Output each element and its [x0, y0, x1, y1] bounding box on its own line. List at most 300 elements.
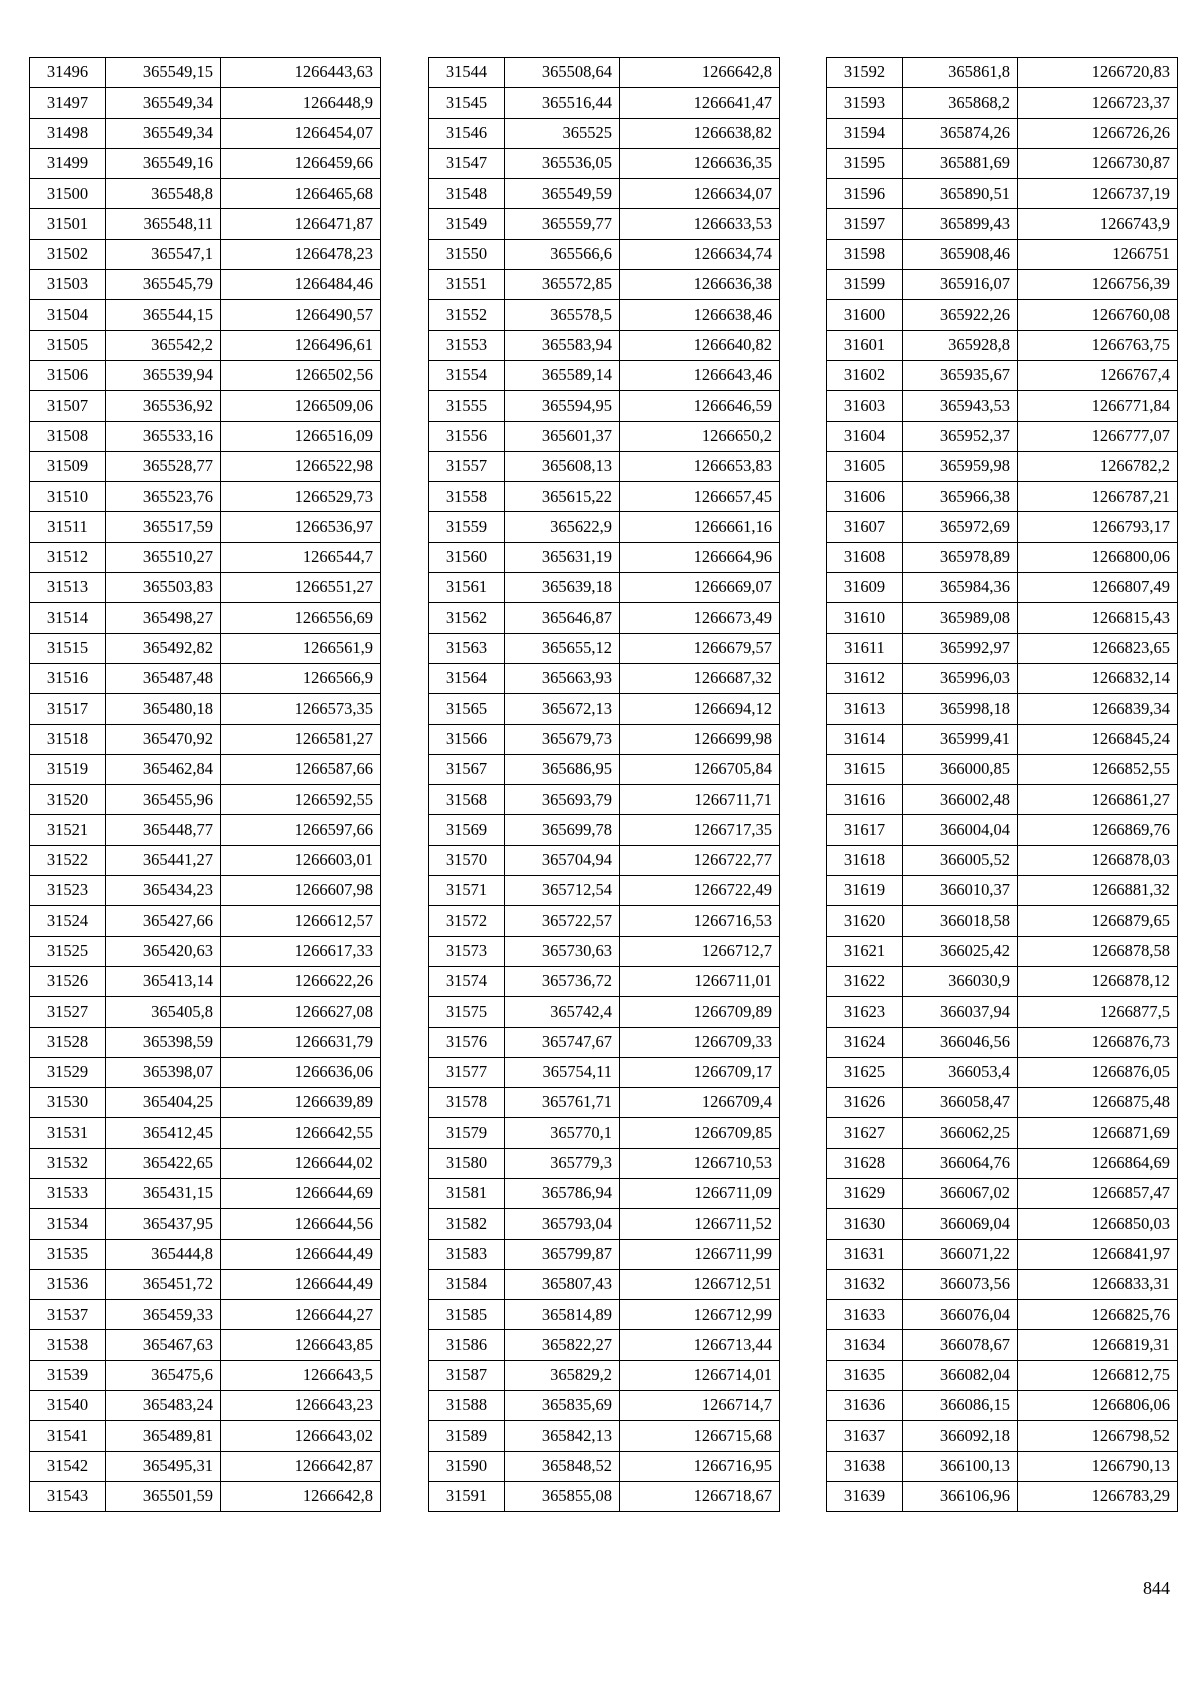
- table-row: [30, 360, 381, 390]
- y-coordinate-cell: 1266551,27: [221, 573, 381, 603]
- y-coordinate-cell: 1266833,31: [1018, 1269, 1178, 1299]
- point-number-cell: 31596: [827, 179, 903, 209]
- x-coordinate-cell: 365747,67: [505, 1027, 620, 1057]
- table-row: [30, 1421, 381, 1451]
- x-coordinate-cell: 365549,59: [505, 179, 620, 209]
- point-number-cell: 31583: [429, 1239, 505, 1269]
- y-coordinate-cell: 1266633,53: [620, 209, 780, 239]
- table-row: [827, 330, 1178, 360]
- y-coordinate-cell: 1266876,05: [1018, 1057, 1178, 1087]
- point-number-cell: 31558: [429, 482, 505, 512]
- y-coordinate-cell: 1266718,67: [620, 1481, 780, 1511]
- x-coordinate-cell: 365874,26: [903, 118, 1018, 148]
- table-row: [429, 1451, 780, 1481]
- x-coordinate-cell: 365483,24: [106, 1391, 221, 1421]
- y-coordinate-cell: 1266669,07: [620, 573, 780, 603]
- x-coordinate-cell: 365542,2: [106, 330, 221, 360]
- point-number-cell: 31636: [827, 1391, 903, 1421]
- x-coordinate-cell: 365868,2: [903, 88, 1018, 118]
- point-number-cell: 31499: [30, 148, 106, 178]
- table-row: [827, 1027, 1178, 1057]
- point-number-cell: 31625: [827, 1057, 903, 1087]
- point-number-cell: 31530: [30, 1088, 106, 1118]
- x-coordinate-cell: 365420,63: [106, 936, 221, 966]
- table-row: [30, 239, 381, 269]
- x-coordinate-cell: 365736,72: [505, 966, 620, 996]
- point-number-cell: 31517: [30, 694, 106, 724]
- point-number-cell: 31501: [30, 209, 106, 239]
- point-number-cell: 31516: [30, 663, 106, 693]
- point-number-cell: 31561: [429, 573, 505, 603]
- x-coordinate-cell: 365814,89: [505, 1300, 620, 1330]
- x-coordinate-cell: 365444,8: [106, 1239, 221, 1269]
- x-coordinate-cell: 365848,52: [505, 1451, 620, 1481]
- point-number-cell: 31588: [429, 1391, 505, 1421]
- table-row: [827, 88, 1178, 118]
- table-row: [30, 1239, 381, 1269]
- y-coordinate-cell: 1266617,33: [221, 936, 381, 966]
- x-coordinate-cell: 365547,1: [106, 239, 221, 269]
- point-number-cell: 31523: [30, 876, 106, 906]
- point-number-cell: 31616: [827, 785, 903, 815]
- point-number-cell: 31600: [827, 300, 903, 330]
- point-number-cell: 31567: [429, 754, 505, 784]
- y-coordinate-cell: 1266771,84: [1018, 391, 1178, 421]
- table-row: [429, 1360, 780, 1390]
- y-coordinate-cell: 1266641,47: [620, 88, 780, 118]
- point-number-cell: 31509: [30, 451, 106, 481]
- x-coordinate-cell: 365398,07: [106, 1057, 221, 1087]
- point-number-cell: 31632: [827, 1269, 903, 1299]
- y-coordinate-cell: 1266709,89: [620, 997, 780, 1027]
- x-coordinate-cell: 365855,08: [505, 1481, 620, 1511]
- y-coordinate-cell: 1266490,57: [221, 300, 381, 330]
- table-row: [429, 1239, 780, 1269]
- x-coordinate-cell: 366058,47: [903, 1088, 1018, 1118]
- x-coordinate-cell: 365693,79: [505, 785, 620, 815]
- table-row: [827, 179, 1178, 209]
- table-row: [30, 179, 381, 209]
- table-row: [30, 1300, 381, 1330]
- table-row: [30, 724, 381, 754]
- y-coordinate-cell: 1266714,01: [620, 1360, 780, 1390]
- point-number-cell: 31520: [30, 785, 106, 815]
- y-coordinate-cell: 1266687,32: [620, 663, 780, 693]
- point-number-cell: 31507: [30, 391, 106, 421]
- table-row: [429, 1057, 780, 1087]
- x-coordinate-cell: 365492,82: [106, 633, 221, 663]
- x-coordinate-cell: 365761,71: [505, 1088, 620, 1118]
- x-coordinate-cell: 366082,04: [903, 1360, 1018, 1390]
- y-coordinate-cell: 1266642,8: [221, 1481, 381, 1511]
- y-coordinate-cell: 1266592,55: [221, 785, 381, 815]
- x-coordinate-cell: 365549,16: [106, 148, 221, 178]
- x-coordinate-cell: 365431,15: [106, 1178, 221, 1208]
- table-row: [429, 845, 780, 875]
- x-coordinate-cell: 365525: [505, 118, 620, 148]
- table-row: [429, 1421, 780, 1451]
- table-row: [827, 694, 1178, 724]
- y-coordinate-cell: 1266459,66: [221, 148, 381, 178]
- point-number-cell: 31548: [429, 179, 505, 209]
- y-coordinate-cell: 1266653,83: [620, 451, 780, 481]
- table-row: [429, 724, 780, 754]
- point-number-cell: 31585: [429, 1300, 505, 1330]
- y-coordinate-cell: 1266529,73: [221, 482, 381, 512]
- y-coordinate-cell: 1266711,99: [620, 1239, 780, 1269]
- x-coordinate-cell: 365786,94: [505, 1178, 620, 1208]
- table-row: [30, 88, 381, 118]
- y-coordinate-cell: 1266573,35: [221, 694, 381, 724]
- y-coordinate-cell: 1266825,76: [1018, 1300, 1178, 1330]
- y-coordinate-cell: 1266850,03: [1018, 1209, 1178, 1239]
- x-coordinate-cell: 365922,26: [903, 300, 1018, 330]
- point-number-cell: 31533: [30, 1178, 106, 1208]
- table-row: [30, 936, 381, 966]
- x-coordinate-cell: 365615,22: [505, 482, 620, 512]
- point-number-cell: 31518: [30, 724, 106, 754]
- table-row: [429, 270, 780, 300]
- y-coordinate-cell: 1266815,43: [1018, 603, 1178, 633]
- x-coordinate-cell: 366025,42: [903, 936, 1018, 966]
- x-coordinate-cell: 365559,77: [505, 209, 620, 239]
- x-coordinate-cell: 365412,45: [106, 1118, 221, 1148]
- point-number-cell: 31541: [30, 1421, 106, 1451]
- point-number-cell: 31631: [827, 1239, 903, 1269]
- x-coordinate-cell: 365405,8: [106, 997, 221, 1027]
- y-coordinate-cell: 1266643,85: [221, 1330, 381, 1360]
- table-row: [827, 421, 1178, 451]
- y-coordinate-cell: 1266454,07: [221, 118, 381, 148]
- table-row: [429, 1481, 780, 1511]
- point-number-cell: 31570: [429, 845, 505, 875]
- point-number-cell: 31504: [30, 300, 106, 330]
- point-number-cell: 31606: [827, 482, 903, 512]
- table-row: [30, 1178, 381, 1208]
- y-coordinate-cell: 1266878,03: [1018, 845, 1178, 875]
- point-number-cell: 31628: [827, 1148, 903, 1178]
- y-coordinate-cell: 1266710,53: [620, 1148, 780, 1178]
- point-number-cell: 31535: [30, 1239, 106, 1269]
- y-coordinate-cell: 1266465,68: [221, 179, 381, 209]
- table-row: [827, 876, 1178, 906]
- table-row: [429, 1330, 780, 1360]
- point-number-cell: 31553: [429, 330, 505, 360]
- x-coordinate-cell: 366071,22: [903, 1239, 1018, 1269]
- table-row: [827, 1360, 1178, 1390]
- point-number-cell: 31627: [827, 1118, 903, 1148]
- x-coordinate-cell: 365799,87: [505, 1239, 620, 1269]
- point-number-cell: 31556: [429, 421, 505, 451]
- point-number-cell: 31584: [429, 1269, 505, 1299]
- coordinate-table-1: [29, 57, 381, 1512]
- x-coordinate-cell: 366073,56: [903, 1269, 1018, 1299]
- table-row: [827, 1451, 1178, 1481]
- x-coordinate-cell: 365992,97: [903, 633, 1018, 663]
- point-number-cell: 31622: [827, 966, 903, 996]
- x-coordinate-cell: 365528,77: [106, 451, 221, 481]
- y-coordinate-cell: 1266636,38: [620, 270, 780, 300]
- point-number-cell: 31568: [429, 785, 505, 815]
- y-coordinate-cell: 1266715,68: [620, 1421, 780, 1451]
- table-row: [30, 845, 381, 875]
- table-row: [30, 300, 381, 330]
- y-coordinate-cell: 1266713,44: [620, 1330, 780, 1360]
- point-number-cell: 31591: [429, 1481, 505, 1511]
- point-number-cell: 31611: [827, 633, 903, 663]
- x-coordinate-cell: 365754,11: [505, 1057, 620, 1087]
- x-coordinate-cell: 365489,81: [106, 1421, 221, 1451]
- point-number-cell: 31514: [30, 603, 106, 633]
- table-row: [429, 512, 780, 542]
- x-coordinate-cell: 365952,37: [903, 421, 1018, 451]
- y-coordinate-cell: 1266448,9: [221, 88, 381, 118]
- x-coordinate-cell: 365475,6: [106, 1360, 221, 1390]
- point-number-cell: 31551: [429, 270, 505, 300]
- table-row: [827, 118, 1178, 148]
- y-coordinate-cell: 1266841,97: [1018, 1239, 1178, 1269]
- x-coordinate-cell: 365861,8: [903, 58, 1018, 88]
- point-number-cell: 31626: [827, 1088, 903, 1118]
- x-coordinate-cell: 365549,34: [106, 118, 221, 148]
- y-coordinate-cell: 1266471,87: [221, 209, 381, 239]
- table-row: [30, 633, 381, 663]
- table-row: [827, 754, 1178, 784]
- table-row: [429, 936, 780, 966]
- x-coordinate-cell: 366092,18: [903, 1421, 1018, 1451]
- point-number-cell: 31545: [429, 88, 505, 118]
- x-coordinate-cell: 365972,69: [903, 512, 1018, 542]
- point-number-cell: 31621: [827, 936, 903, 966]
- point-number-cell: 31587: [429, 1360, 505, 1390]
- y-coordinate-cell: 1266587,66: [221, 754, 381, 784]
- point-number-cell: 31572: [429, 906, 505, 936]
- x-coordinate-cell: 365770,1: [505, 1118, 620, 1148]
- point-number-cell: 31638: [827, 1451, 903, 1481]
- y-coordinate-cell: 1266643,46: [620, 360, 780, 390]
- x-coordinate-cell: 365712,54: [505, 876, 620, 906]
- x-coordinate-cell: 365959,98: [903, 451, 1018, 481]
- y-coordinate-cell: 1266823,65: [1018, 633, 1178, 663]
- point-number-cell: 31609: [827, 573, 903, 603]
- point-number-cell: 31547: [429, 148, 505, 178]
- table-row: [827, 1209, 1178, 1239]
- y-coordinate-cell: 1266642,55: [221, 1118, 381, 1148]
- table-row: [827, 542, 1178, 572]
- table-row: [429, 118, 780, 148]
- table-row: [827, 845, 1178, 875]
- y-coordinate-cell: 1266712,99: [620, 1300, 780, 1330]
- x-coordinate-cell: 365722,57: [505, 906, 620, 936]
- x-coordinate-cell: 365548,11: [106, 209, 221, 239]
- point-number-cell: 31589: [429, 1421, 505, 1451]
- x-coordinate-cell: 366069,04: [903, 1209, 1018, 1239]
- table-row: [30, 391, 381, 421]
- x-coordinate-cell: 366030,9: [903, 966, 1018, 996]
- point-number-cell: 31595: [827, 148, 903, 178]
- point-number-cell: 31532: [30, 1148, 106, 1178]
- x-coordinate-cell: 365434,23: [106, 876, 221, 906]
- y-coordinate-cell: 1266664,96: [620, 542, 780, 572]
- x-coordinate-cell: 366002,48: [903, 785, 1018, 815]
- point-number-cell: 31629: [827, 1178, 903, 1208]
- x-coordinate-cell: 365916,07: [903, 270, 1018, 300]
- table-row: [827, 906, 1178, 936]
- point-number-cell: 31580: [429, 1148, 505, 1178]
- y-coordinate-cell: 1266644,49: [221, 1239, 381, 1269]
- table-row: [30, 1481, 381, 1511]
- y-coordinate-cell: 1266597,66: [221, 815, 381, 845]
- point-number-cell: 31617: [827, 815, 903, 845]
- x-coordinate-cell: 366100,13: [903, 1451, 1018, 1481]
- y-coordinate-cell: 1266871,69: [1018, 1118, 1178, 1148]
- table-row: [827, 815, 1178, 845]
- table-row: [30, 451, 381, 481]
- x-coordinate-cell: 365822,27: [505, 1330, 620, 1360]
- y-coordinate-cell: 1266852,55: [1018, 754, 1178, 784]
- point-number-cell: 31639: [827, 1481, 903, 1511]
- point-number-cell: 31634: [827, 1330, 903, 1360]
- y-coordinate-cell: 1266673,49: [620, 603, 780, 633]
- table-row: [429, 785, 780, 815]
- x-coordinate-cell: 365881,69: [903, 148, 1018, 178]
- point-number-cell: 31630: [827, 1209, 903, 1239]
- y-coordinate-cell: 1266720,83: [1018, 58, 1178, 88]
- point-number-cell: 31525: [30, 936, 106, 966]
- y-coordinate-cell: 1266861,27: [1018, 785, 1178, 815]
- table-row: [827, 1239, 1178, 1269]
- table-row: [827, 1391, 1178, 1421]
- x-coordinate-cell: 366018,58: [903, 906, 1018, 936]
- y-coordinate-cell: 1266743,9: [1018, 209, 1178, 239]
- x-coordinate-cell: 365572,85: [505, 270, 620, 300]
- table-row: [827, 512, 1178, 542]
- point-number-cell: 31503: [30, 270, 106, 300]
- table-row: [30, 573, 381, 603]
- y-coordinate-cell: 1266711,71: [620, 785, 780, 815]
- point-number-cell: 31538: [30, 1330, 106, 1360]
- point-number-cell: 31519: [30, 754, 106, 784]
- table-row: [429, 876, 780, 906]
- y-coordinate-cell: 1266876,73: [1018, 1027, 1178, 1057]
- x-coordinate-cell: 365495,31: [106, 1451, 221, 1481]
- y-coordinate-cell: 1266561,9: [221, 633, 381, 663]
- point-number-cell: 31578: [429, 1088, 505, 1118]
- table-row: [30, 1027, 381, 1057]
- table-row: [827, 239, 1178, 269]
- y-coordinate-cell: 1266636,35: [620, 148, 780, 178]
- table-row: [827, 482, 1178, 512]
- point-number-cell: 31624: [827, 1027, 903, 1057]
- point-number-cell: 31527: [30, 997, 106, 1027]
- table-row: [30, 542, 381, 572]
- y-coordinate-cell: 1266705,84: [620, 754, 780, 784]
- y-coordinate-cell: 1266643,23: [221, 1391, 381, 1421]
- point-number-cell: 31536: [30, 1269, 106, 1299]
- x-coordinate-cell: 365536,05: [505, 148, 620, 178]
- point-number-cell: 31550: [429, 239, 505, 269]
- point-number-cell: 31604: [827, 421, 903, 451]
- point-number-cell: 31619: [827, 876, 903, 906]
- point-number-cell: 31610: [827, 603, 903, 633]
- x-coordinate-cell: 366062,25: [903, 1118, 1018, 1148]
- x-coordinate-cell: 365398,59: [106, 1027, 221, 1057]
- table-row: [30, 58, 381, 88]
- x-coordinate-cell: 365508,64: [505, 58, 620, 88]
- x-coordinate-cell: 365663,93: [505, 663, 620, 693]
- table-row: [827, 58, 1178, 88]
- y-coordinate-cell: 1266845,24: [1018, 724, 1178, 754]
- y-coordinate-cell: 1266607,98: [221, 876, 381, 906]
- point-number-cell: 31582: [429, 1209, 505, 1239]
- coordinate-table-2: [428, 57, 780, 1512]
- table-row: [429, 391, 780, 421]
- x-coordinate-cell: 365459,33: [106, 1300, 221, 1330]
- y-coordinate-cell: 1266657,45: [620, 482, 780, 512]
- table-row: [30, 815, 381, 845]
- point-number-cell: 31608: [827, 542, 903, 572]
- table-row: [429, 1269, 780, 1299]
- x-coordinate-cell: 365451,72: [106, 1269, 221, 1299]
- point-number-cell: 31607: [827, 512, 903, 542]
- point-number-cell: 31506: [30, 360, 106, 390]
- table-row: [827, 1118, 1178, 1148]
- x-coordinate-cell: 365548,8: [106, 179, 221, 209]
- y-coordinate-cell: 1266631,79: [221, 1027, 381, 1057]
- x-coordinate-cell: 365441,27: [106, 845, 221, 875]
- point-number-cell: 31496: [30, 58, 106, 88]
- y-coordinate-cell: 1266556,69: [221, 603, 381, 633]
- x-coordinate-cell: 366010,37: [903, 876, 1018, 906]
- x-coordinate-cell: 365578,5: [505, 300, 620, 330]
- point-number-cell: 31597: [827, 209, 903, 239]
- x-coordinate-cell: 365422,65: [106, 1148, 221, 1178]
- y-coordinate-cell: 1266877,5: [1018, 997, 1178, 1027]
- point-number-cell: 31559: [429, 512, 505, 542]
- point-number-cell: 31576: [429, 1027, 505, 1057]
- x-coordinate-cell: 365655,12: [505, 633, 620, 663]
- x-coordinate-cell: 365583,94: [505, 330, 620, 360]
- table-row: [30, 1148, 381, 1178]
- y-coordinate-cell: 1266875,48: [1018, 1088, 1178, 1118]
- y-coordinate-cell: 1266726,26: [1018, 118, 1178, 148]
- x-coordinate-cell: 365594,95: [505, 391, 620, 421]
- y-coordinate-cell: 1266712,7: [620, 936, 780, 966]
- table-row: [429, 997, 780, 1027]
- table-row: [429, 360, 780, 390]
- y-coordinate-cell: 1266798,52: [1018, 1421, 1178, 1451]
- y-coordinate-cell: 1266638,82: [620, 118, 780, 148]
- point-number-cell: 31574: [429, 966, 505, 996]
- x-coordinate-cell: 365487,48: [106, 663, 221, 693]
- point-number-cell: 31569: [429, 815, 505, 845]
- table-row: [30, 876, 381, 906]
- x-coordinate-cell: 365699,78: [505, 815, 620, 845]
- y-coordinate-cell: 1266478,23: [221, 239, 381, 269]
- y-coordinate-cell: 1266566,9: [221, 663, 381, 693]
- x-coordinate-cell: 365608,13: [505, 451, 620, 481]
- table-row: [827, 391, 1178, 421]
- x-coordinate-cell: 365998,18: [903, 694, 1018, 724]
- x-coordinate-cell: 365404,25: [106, 1088, 221, 1118]
- y-coordinate-cell: 1266767,4: [1018, 360, 1178, 390]
- table-row: [827, 663, 1178, 693]
- x-coordinate-cell: 365544,15: [106, 300, 221, 330]
- y-coordinate-cell: 1266636,06: [221, 1057, 381, 1087]
- x-coordinate-cell: 365510,27: [106, 542, 221, 572]
- x-coordinate-cell: 365646,87: [505, 603, 620, 633]
- table-row: [429, 663, 780, 693]
